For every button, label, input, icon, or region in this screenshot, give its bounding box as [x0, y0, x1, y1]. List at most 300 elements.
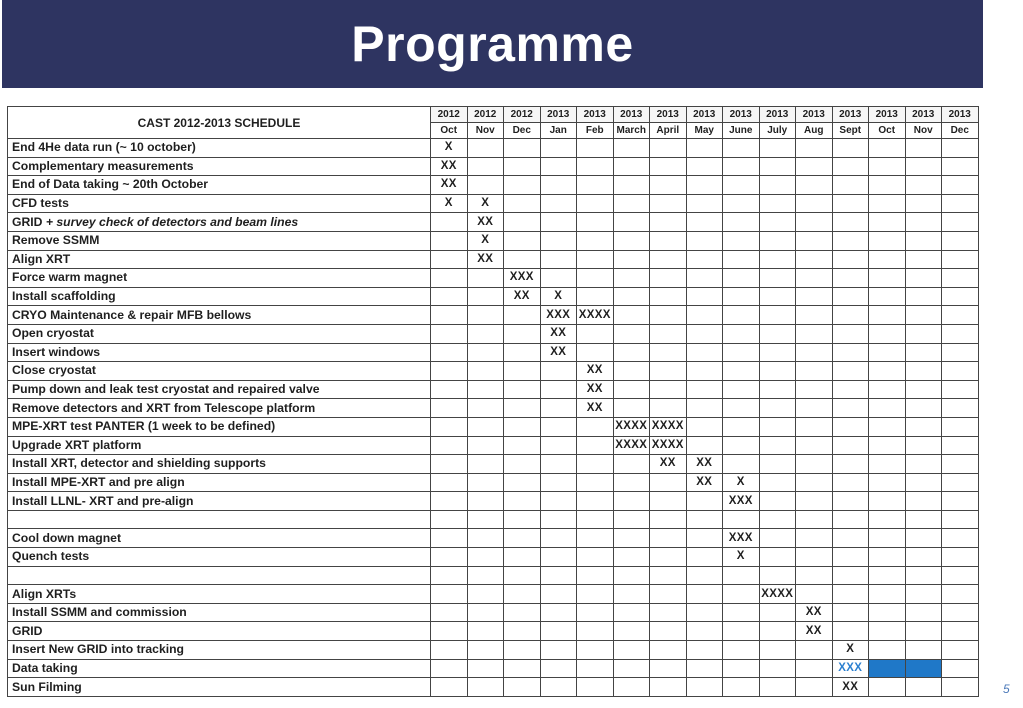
table-row — [8, 399, 979, 418]
schedule-cell — [650, 343, 687, 362]
schedule-cell — [759, 603, 796, 622]
schedule-cell — [504, 473, 541, 492]
schedule-cell — [650, 641, 687, 660]
year-header-row — [8, 107, 979, 123]
schedule-cell — [942, 139, 979, 158]
task-name: Upgrade XRT platform — [12, 437, 142, 452]
schedule-cell — [540, 380, 577, 399]
schedule-cell — [832, 566, 869, 585]
schedule-cell — [540, 492, 577, 511]
schedule-cell — [613, 678, 650, 697]
schedule-table — [7, 106, 979, 697]
schedule-cell — [504, 306, 541, 325]
schedule-cell — [796, 417, 833, 436]
schedule-cell: XX — [686, 473, 723, 492]
schedule-cell — [504, 194, 541, 213]
schedule-cell — [796, 659, 833, 678]
schedule-cell — [577, 139, 614, 158]
task-name-cell — [8, 473, 431, 492]
schedule-cell: X — [431, 139, 468, 158]
schedule-cell — [723, 380, 760, 399]
schedule-cell — [905, 622, 942, 641]
schedule-cell — [759, 678, 796, 697]
schedule-cell — [759, 399, 796, 418]
schedule-cell: XXX — [723, 492, 760, 511]
schedule-cell — [869, 399, 906, 418]
schedule-cell — [723, 287, 760, 306]
schedule-cell — [942, 473, 979, 492]
task-name-cell — [8, 287, 431, 306]
schedule-cell — [796, 566, 833, 585]
schedule-cell — [650, 213, 687, 232]
schedule-cell — [796, 250, 833, 269]
schedule-cell — [942, 622, 979, 641]
schedule-cell — [504, 641, 541, 660]
schedule-cell — [723, 659, 760, 678]
schedule-cell — [796, 510, 833, 529]
schedule-cell — [577, 510, 614, 529]
task-name: Force warm magnet — [12, 270, 128, 285]
year-header-cell: 2013 — [650, 107, 687, 123]
schedule-cell: XXX — [832, 659, 869, 678]
schedule-cell — [686, 324, 723, 343]
schedule-cell — [796, 641, 833, 660]
schedule-cell — [504, 436, 541, 455]
schedule-cell — [905, 417, 942, 436]
schedule-cell — [759, 622, 796, 641]
schedule-cell — [905, 324, 942, 343]
schedule-cell — [686, 362, 723, 381]
schedule-cell — [942, 678, 979, 697]
month-header-cell: Sept — [832, 123, 869, 139]
table-row — [8, 473, 979, 492]
schedule-cell — [613, 566, 650, 585]
schedule-cell — [723, 250, 760, 269]
schedule-cell — [796, 399, 833, 418]
schedule-cell — [650, 306, 687, 325]
month-header-cell: Nov — [905, 123, 942, 139]
table-row — [8, 529, 979, 548]
schedule-cell — [796, 194, 833, 213]
schedule-cell — [759, 287, 796, 306]
schedule-cell — [723, 566, 760, 585]
year-header-cell: 2013 — [540, 107, 577, 123]
task-name: Complementary measurements — [12, 158, 194, 173]
schedule-cell — [942, 603, 979, 622]
schedule-cell — [796, 678, 833, 697]
schedule-cell — [832, 157, 869, 176]
task-name-cell — [8, 641, 431, 660]
month-header-cell: Nov — [467, 123, 504, 139]
schedule-cell — [431, 343, 468, 362]
schedule-cell — [942, 157, 979, 176]
schedule-cell — [869, 641, 906, 660]
schedule-cell — [650, 603, 687, 622]
schedule-cell — [832, 510, 869, 529]
schedule-cell — [723, 399, 760, 418]
schedule-cell — [686, 231, 723, 250]
schedule-cell — [467, 436, 504, 455]
task-name-cell — [8, 194, 431, 213]
schedule-cell — [869, 139, 906, 158]
schedule-cell — [796, 213, 833, 232]
schedule-cell — [540, 548, 577, 567]
schedule-cell — [650, 399, 687, 418]
task-name-cell — [8, 157, 431, 176]
schedule-cell: X — [723, 473, 760, 492]
schedule-cell — [832, 343, 869, 362]
schedule-cell — [504, 622, 541, 641]
schedule-cell — [942, 343, 979, 362]
schedule-cell — [796, 548, 833, 567]
schedule-cell — [613, 548, 650, 567]
schedule-cell — [504, 566, 541, 585]
schedule-cell — [759, 343, 796, 362]
schedule-cell — [723, 231, 760, 250]
schedule-cell — [869, 324, 906, 343]
schedule-cell — [905, 269, 942, 288]
year-header-cell: 2013 — [723, 107, 760, 123]
schedule-cell — [796, 492, 833, 511]
month-header-cell: June — [723, 123, 760, 139]
schedule-cell — [723, 157, 760, 176]
year-header-cell: 2013 — [577, 107, 614, 123]
schedule-cell — [723, 417, 760, 436]
schedule-cell — [942, 269, 979, 288]
task-name: Install XRT, detector and shielding supports — [12, 456, 266, 471]
task-name-cell — [8, 324, 431, 343]
schedule-cell — [796, 380, 833, 399]
schedule-cell — [613, 213, 650, 232]
year-header-cell: 2013 — [942, 107, 979, 123]
month-header-cell: Dec — [942, 123, 979, 139]
schedule-cell — [577, 417, 614, 436]
task-name: Align XRT — [12, 251, 71, 266]
schedule-cell — [467, 269, 504, 288]
schedule-cell — [759, 492, 796, 511]
schedule-cell: XXXX — [577, 306, 614, 325]
schedule-cell — [796, 139, 833, 158]
schedule-cell — [467, 492, 504, 511]
task-name-cell — [8, 455, 431, 474]
task-name: Install SSMM and commission — [12, 605, 187, 620]
schedule-cell — [613, 399, 650, 418]
schedule-cell — [869, 157, 906, 176]
schedule-cell: X — [540, 287, 577, 306]
schedule-cell — [723, 362, 760, 381]
schedule-cell: XX — [467, 213, 504, 232]
schedule-cell — [540, 529, 577, 548]
schedule-cell — [431, 510, 468, 529]
schedule-cell: X — [723, 548, 760, 567]
task-name: Install LLNL- XRT and pre-align — [12, 493, 194, 508]
schedule-cell — [723, 139, 760, 158]
schedule-cell — [796, 324, 833, 343]
schedule-cell — [613, 343, 650, 362]
schedule-cell — [869, 343, 906, 362]
schedule-cell: X — [832, 641, 869, 660]
task-name-cell — [8, 380, 431, 399]
schedule-cell — [650, 473, 687, 492]
schedule-cell — [686, 176, 723, 195]
schedule-cell — [832, 548, 869, 567]
task-name: Close cryostat — [12, 363, 96, 378]
schedule-cell — [467, 659, 504, 678]
schedule-cell — [832, 492, 869, 511]
schedule-cell — [869, 194, 906, 213]
schedule-cell — [540, 139, 577, 158]
table-row — [8, 603, 979, 622]
schedule-cell — [467, 641, 504, 660]
schedule-cell — [832, 399, 869, 418]
schedule-cell: XX — [686, 455, 723, 474]
schedule-cell — [650, 585, 687, 604]
schedule-cell — [467, 362, 504, 381]
schedule-cell — [869, 250, 906, 269]
task-name-cell — [8, 622, 431, 641]
schedule-cell — [942, 566, 979, 585]
schedule-cell — [759, 659, 796, 678]
table-row — [8, 194, 979, 213]
task-name-cell — [8, 250, 431, 269]
schedule-cell — [613, 362, 650, 381]
table-row — [8, 585, 979, 604]
schedule-cell — [869, 510, 906, 529]
schedule-cell — [577, 194, 614, 213]
schedule-cell — [504, 343, 541, 362]
table-row — [8, 287, 979, 306]
table-row — [8, 678, 979, 697]
schedule-cell — [431, 231, 468, 250]
month-header-cell: Oct — [869, 123, 906, 139]
schedule-cell — [540, 622, 577, 641]
task-name: CRYO Maintenance & repair MFB bellows — [12, 307, 252, 322]
task-name: Remove SSMM — [12, 233, 100, 248]
schedule-cell — [759, 641, 796, 660]
schedule-cell — [540, 399, 577, 418]
schedule-cell — [577, 157, 614, 176]
schedule-cell — [869, 287, 906, 306]
schedule-cell — [467, 287, 504, 306]
schedule-cell — [723, 436, 760, 455]
schedule-cell — [540, 269, 577, 288]
schedule-cell — [686, 139, 723, 158]
task-name: CFD tests — [12, 196, 69, 211]
schedule-cell — [869, 306, 906, 325]
schedule-cell — [723, 455, 760, 474]
schedule-cell — [577, 529, 614, 548]
table-row — [8, 510, 979, 529]
schedule-cell — [869, 473, 906, 492]
task-name: Install scaffolding — [12, 289, 116, 304]
schedule-cell — [869, 176, 906, 195]
schedule-cell — [650, 231, 687, 250]
task-name: Install MPE-XRT and pre align — [12, 474, 185, 489]
schedule-cell — [796, 436, 833, 455]
task-name: Data taking — [12, 660, 78, 675]
schedule-cell — [686, 213, 723, 232]
schedule-cell — [540, 250, 577, 269]
schedule-cell — [869, 603, 906, 622]
schedule-cell — [504, 380, 541, 399]
year-header-cell: 2013 — [759, 107, 796, 123]
schedule-cell — [613, 231, 650, 250]
schedule-cell — [504, 324, 541, 343]
schedule-cell — [905, 529, 942, 548]
schedule-cell — [650, 529, 687, 548]
schedule-cell — [686, 603, 723, 622]
schedule-cell — [467, 585, 504, 604]
schedule-cell: XX — [650, 455, 687, 474]
schedule-cell — [467, 678, 504, 697]
schedule-cell — [504, 213, 541, 232]
task-name-cell — [8, 678, 431, 697]
schedule-cell — [431, 324, 468, 343]
schedule-cell — [905, 287, 942, 306]
schedule-cell — [540, 176, 577, 195]
schedule-cell — [577, 492, 614, 511]
schedule-cell — [905, 380, 942, 399]
schedule-cell — [613, 176, 650, 195]
schedule-cell: XXXX — [759, 585, 796, 604]
schedule-cell — [431, 436, 468, 455]
task-name: Sun Filming — [12, 679, 82, 694]
year-header-cell: 2013 — [832, 107, 869, 123]
schedule-cell — [942, 324, 979, 343]
schedule-cell — [759, 566, 796, 585]
schedule-cell — [431, 250, 468, 269]
schedule-cell — [832, 194, 869, 213]
schedule-cell — [577, 603, 614, 622]
schedule-cell — [796, 473, 833, 492]
schedule-cell — [686, 678, 723, 697]
schedule-cell — [869, 436, 906, 455]
schedule-cell — [504, 678, 541, 697]
task-name: MPE-XRT test PANTER (1 week to be defined) — [12, 419, 276, 434]
schedule-cell — [869, 529, 906, 548]
table-row — [8, 176, 979, 195]
schedule-cell — [905, 213, 942, 232]
task-name-cell — [8, 529, 431, 548]
schedule-cell — [540, 659, 577, 678]
schedule-cell — [613, 287, 650, 306]
schedule-cell — [613, 139, 650, 158]
task-name-cell — [8, 603, 431, 622]
schedule-cell — [467, 473, 504, 492]
schedule-cell — [504, 529, 541, 548]
table-row — [8, 343, 979, 362]
schedule-cell — [613, 603, 650, 622]
schedule-cell — [686, 492, 723, 511]
schedule-cell — [577, 473, 614, 492]
schedule-cell — [723, 324, 760, 343]
schedule-cell — [759, 213, 796, 232]
schedule-cell — [613, 455, 650, 474]
schedule-cell — [613, 380, 650, 399]
schedule-cell — [869, 622, 906, 641]
schedule-cell — [540, 194, 577, 213]
schedule-cell — [723, 622, 760, 641]
schedule-cell — [431, 603, 468, 622]
schedule-cell — [942, 362, 979, 381]
schedule-cell — [796, 287, 833, 306]
table-row — [8, 139, 979, 158]
task-name-cell — [8, 213, 431, 232]
schedule-cell — [431, 659, 468, 678]
schedule-cell — [832, 231, 869, 250]
year-header-cell: 2012 — [504, 107, 541, 123]
schedule-cell — [431, 641, 468, 660]
schedule-cell — [540, 157, 577, 176]
task-name-cell — [8, 492, 431, 511]
schedule-cell — [686, 250, 723, 269]
table-row — [8, 380, 979, 399]
schedule-cell — [832, 436, 869, 455]
table-row — [8, 324, 979, 343]
task-name: Insert windows — [12, 344, 101, 359]
table-row — [8, 306, 979, 325]
schedule-cell — [686, 380, 723, 399]
schedule-cell — [467, 622, 504, 641]
schedule-cell — [613, 659, 650, 678]
year-header-cell: 2013 — [869, 107, 906, 123]
schedule-cell — [942, 641, 979, 660]
month-header-cell: Jan — [540, 123, 577, 139]
month-header-cell: April — [650, 123, 687, 139]
schedule-cell — [942, 548, 979, 567]
schedule-cell — [942, 176, 979, 195]
schedule-cell — [905, 641, 942, 660]
schedule-cell — [905, 250, 942, 269]
schedule-cell — [650, 678, 687, 697]
schedule-cell — [832, 603, 869, 622]
schedule-cell — [759, 176, 796, 195]
schedule-cell — [504, 492, 541, 511]
schedule-cell — [650, 324, 687, 343]
schedule-cell — [431, 399, 468, 418]
schedule-cell — [504, 585, 541, 604]
schedule-cell — [759, 380, 796, 399]
title-banner — [2, 0, 983, 88]
task-name-cell — [8, 417, 431, 436]
schedule-cell: XX — [431, 176, 468, 195]
schedule-cell — [577, 566, 614, 585]
schedule-cell — [905, 362, 942, 381]
task-note: + survey check of detectors and beam lines — [45, 214, 299, 229]
schedule-cell — [905, 194, 942, 213]
schedule-cell — [504, 157, 541, 176]
schedule-cell — [504, 176, 541, 195]
schedule-cell — [905, 510, 942, 529]
schedule-cell — [723, 194, 760, 213]
schedule-cell — [759, 362, 796, 381]
schedule-cell — [577, 343, 614, 362]
schedule-cell — [504, 455, 541, 474]
schedule-cell — [504, 417, 541, 436]
task-name-cell — [8, 343, 431, 362]
schedule-cell — [869, 417, 906, 436]
task-name: Pump down and leak test cryostat and repaired valve — [12, 382, 320, 397]
schedule-cell — [686, 157, 723, 176]
table-row — [8, 566, 979, 585]
schedule-cell — [832, 324, 869, 343]
schedule-cell — [504, 510, 541, 529]
schedule-body — [8, 139, 979, 697]
schedule-cell — [467, 139, 504, 158]
schedule-cell — [796, 231, 833, 250]
schedule-cell — [905, 176, 942, 195]
schedule-cell — [832, 306, 869, 325]
